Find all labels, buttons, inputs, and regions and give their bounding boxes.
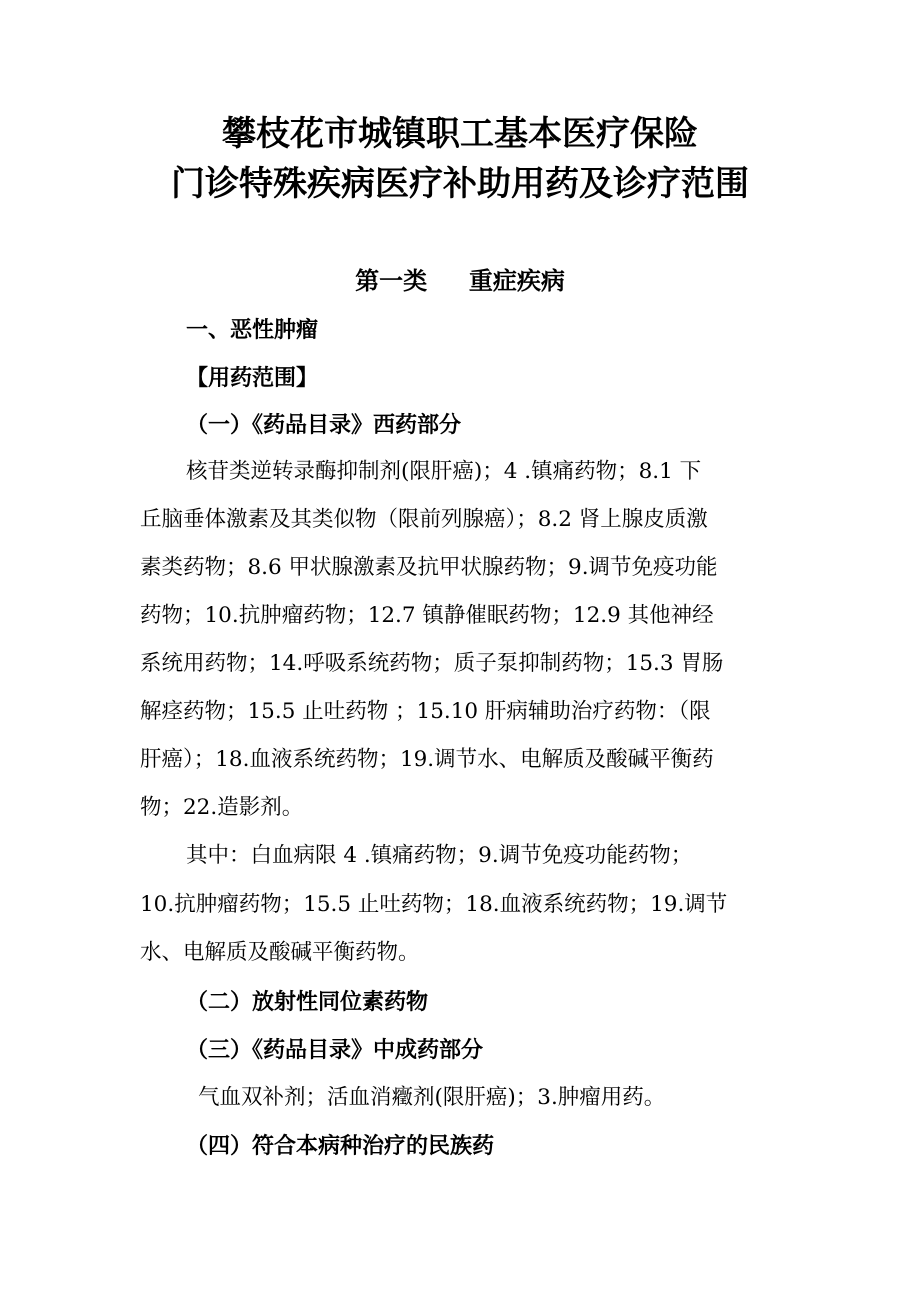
paragraph-1-line-3: 素类药物；8.6 甲状腺激素及抗甲状腺药物；9.调节免疫功能 [140, 555, 718, 580]
paragraph-1-line-7: 肝癌）；18.血液系统药物；19.调节水、电解质及酸碱平衡药 [140, 747, 714, 772]
paragraph-2-line-2: 10.抗肿瘤药物；15.5 止吐药物；18.血液系统药物；19.调节 [140, 892, 728, 917]
paragraph-1-line-2: 丘脑垂体激素及其类似物（限前列腺癌）；8.2 肾上腺皮质激 [140, 507, 708, 532]
sub-heading-chinese-medicine: （三）《药品目录》中成药部分 [186, 1037, 484, 1063]
paragraph-2-line-1: 其中：白血病限 4 .镇痛药物；9.调节免疫功能药物； [186, 843, 693, 868]
scope-heading: 【用药范围】 [186, 365, 319, 391]
paragraph-3-line-1: 气血双补剂；活血消癥剂(限肝癌)；3.肿瘤用药。 [198, 1085, 666, 1110]
paragraph-2-line-3: 水、电解质及酸碱平衡药物。 [140, 940, 420, 965]
paragraph-1-line-5: 系统用药物；14.呼吸系统药物；质子泵抑制药物；15.3 胃肠 [140, 651, 724, 676]
sub-heading-ethnic-medicine: （四）符合本病种治疗的民族药 [186, 1133, 495, 1159]
paragraph-1-line-1: 核苷类逆转录酶抑制剂(限肝癌)；4 .镇痛药物；8.1 下 [186, 459, 702, 484]
disease-heading: 一、恶性肿瘤 [186, 317, 319, 343]
paragraph-1-line-4: 药物；10.抗肿瘤药物；12.7 镇静催眠药物；12.9 其他神经 [140, 603, 714, 628]
paragraph-1-line-8: 物；22.造影剂。 [140, 795, 304, 820]
paragraph-1-line-6: 解痉药物；15.5 止吐药物 ；15.10 肝病辅助治疗药物：（限 [140, 699, 711, 724]
category-heading: 第一类 重症疾病 [355, 266, 565, 295]
document-title-line-2: 门诊特殊疾病医疗补助用药及诊疗范围 [171, 164, 749, 204]
sub-heading-radioisotope: （二）放射性同位素药物 [186, 989, 429, 1015]
sub-heading-western-medicine: （一）《药品目录》西药部分 [186, 412, 462, 438]
document-title-line-1: 攀枝花市城镇职工基本医疗保险 [222, 114, 698, 154]
